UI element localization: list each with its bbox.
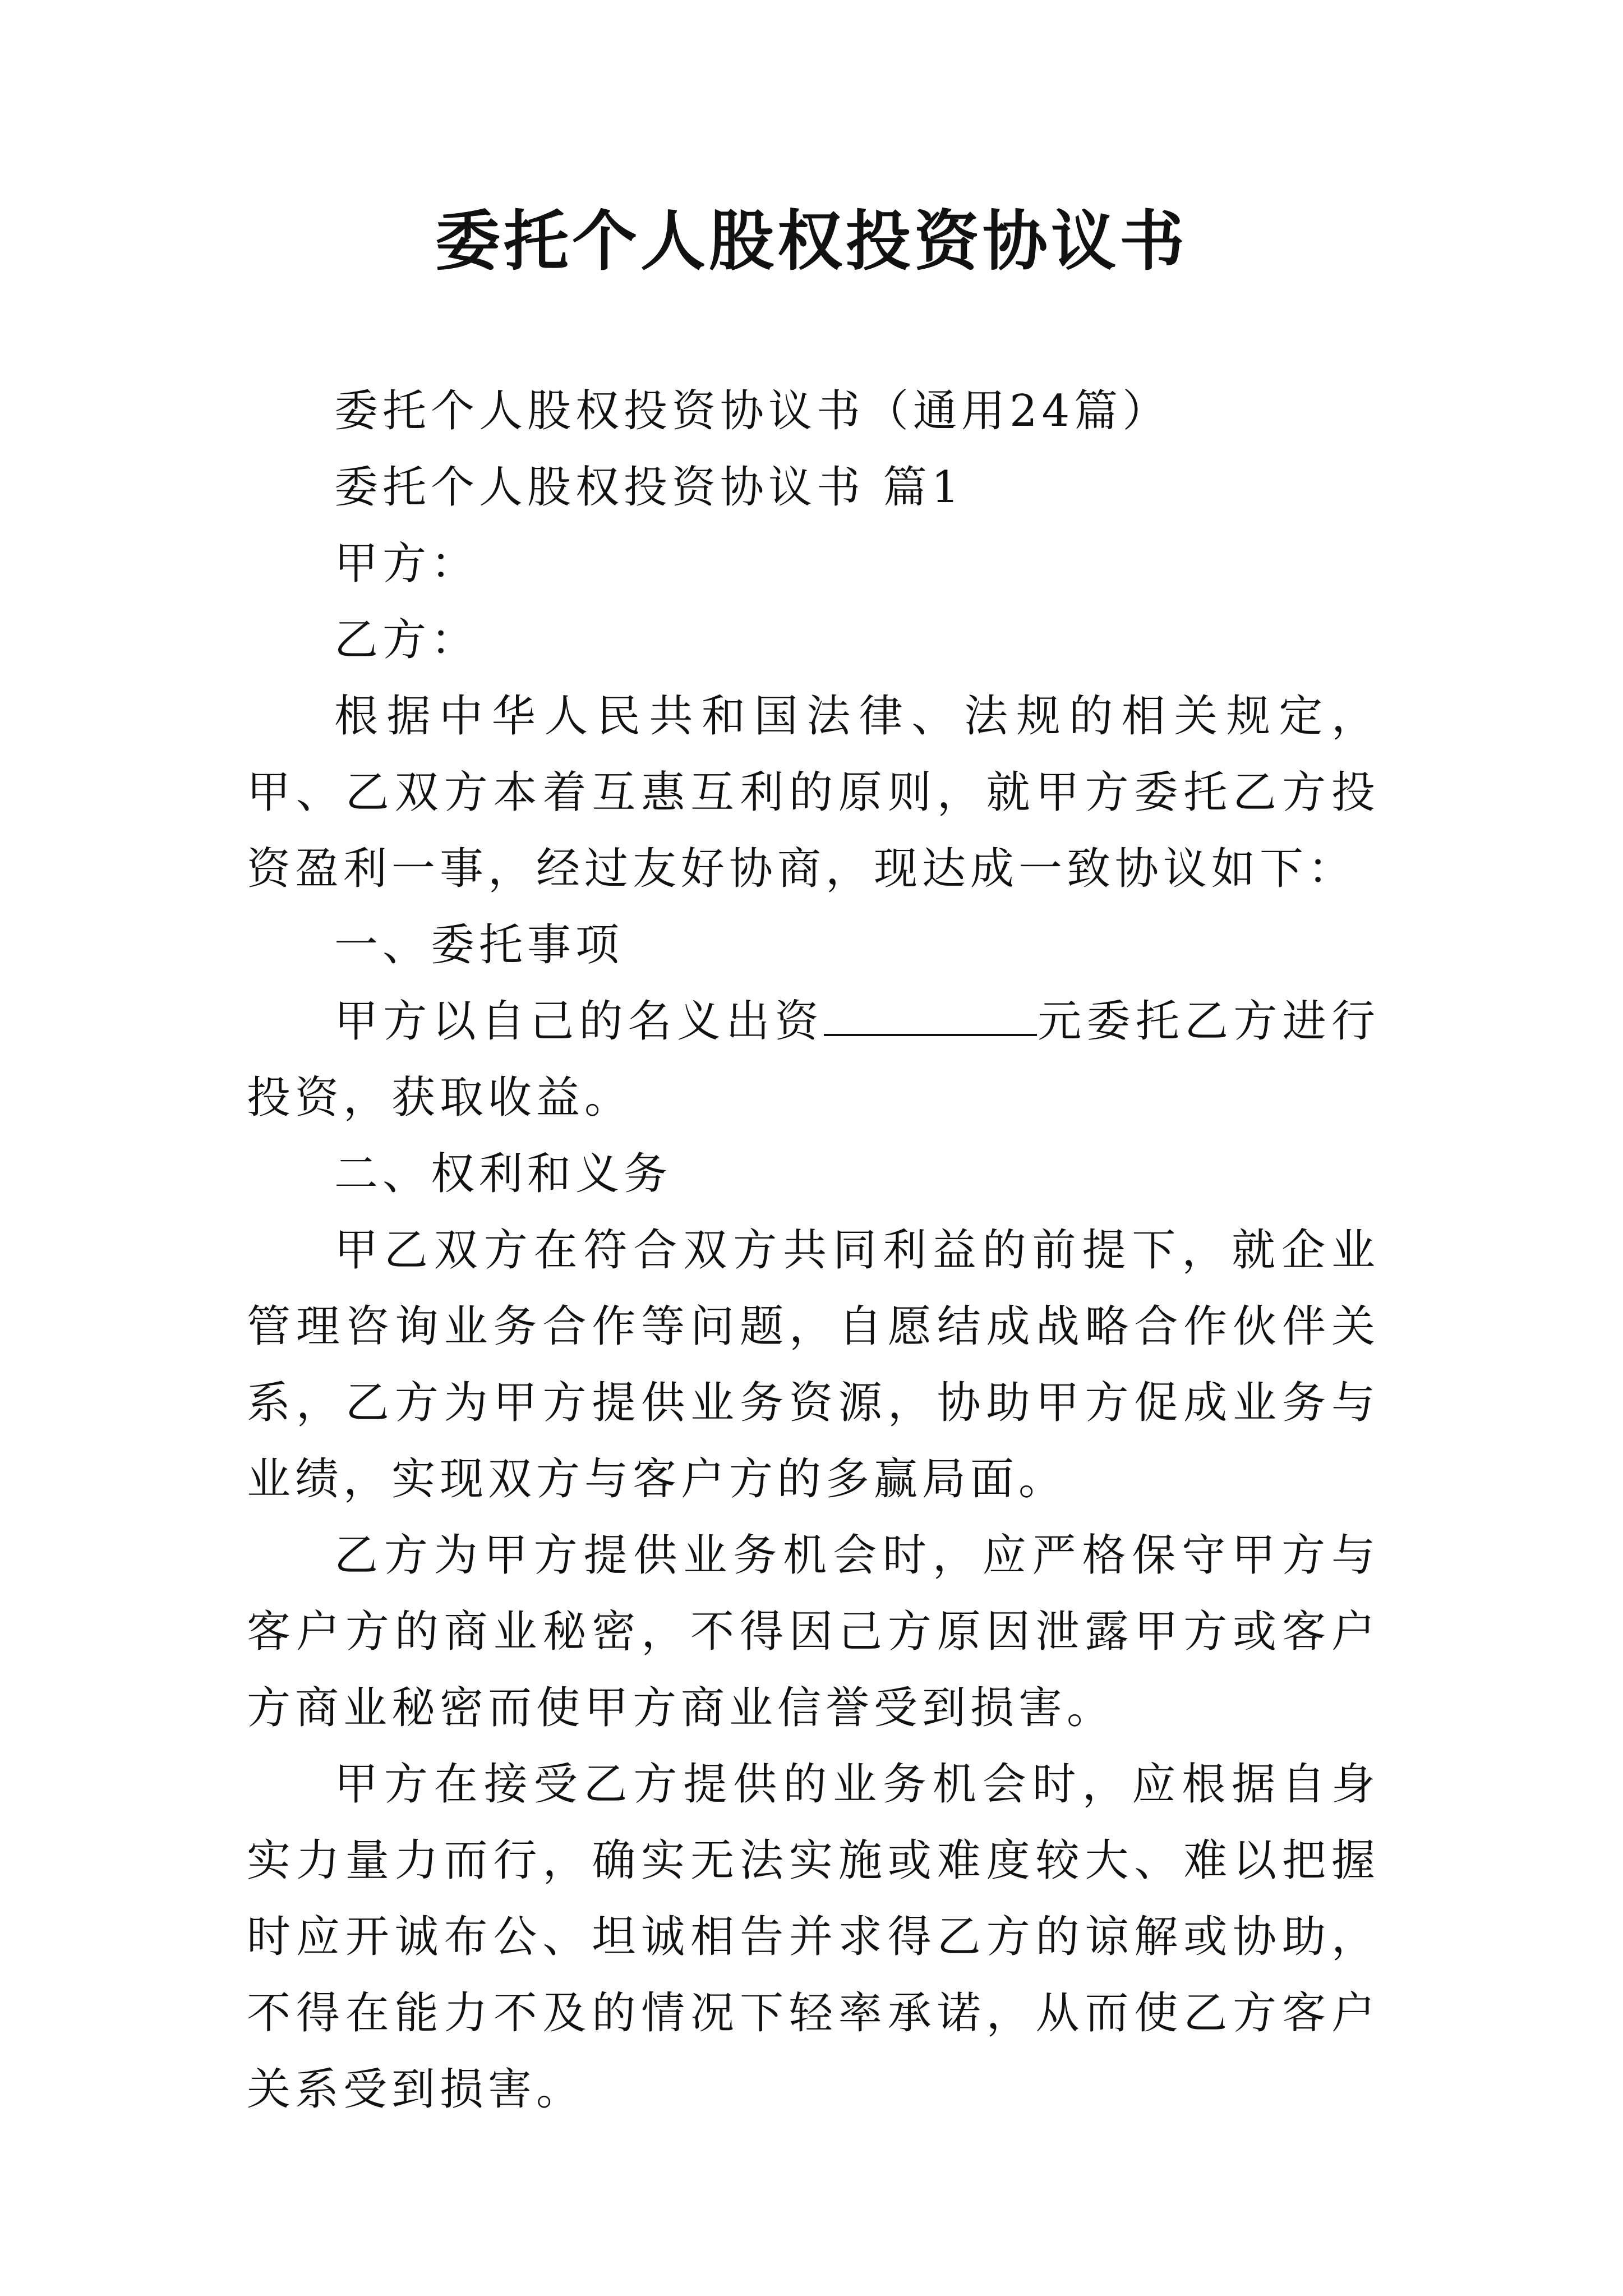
section-1-heading: 一、委托事项 xyxy=(334,920,624,970)
subtitle: 委托个人股权投资协议书（通用24篇） xyxy=(334,386,1171,436)
amount-blank-line xyxy=(824,995,1037,1036)
chapter-heading: 委托个人股权投资协议书 篇1 xyxy=(334,462,964,513)
party-a-label: 甲方： xyxy=(334,539,479,589)
section-1-paragraph xyxy=(247,983,1380,1136)
section-1-text-before: 甲方以自己的名义出资 xyxy=(334,996,824,1047)
section-1-text-after: 元委托乙方进行投资，获取收益。 xyxy=(247,996,1380,1123)
section-2-paragraph-3: 甲方在接受乙方提供的业务机会时，应根据自身实力量力而行，确实无法实施或难度较大、难以把握时应开诚布公、坦诚相告并求得乙方的谅解或协助，不得在能力不及的情况下轻率承诺，从而使乙方客户关系受到损害。 xyxy=(247,1759,1380,2115)
section-2-heading: 二、权利和义务 xyxy=(334,1149,672,1199)
section-2-paragraph-1: 甲乙双方在符合双方共同利益的前提下，就企业管理咨询业务合作等问题，自愿结成战略合作伙伴关系，乙方为甲方提供业务资源，协助甲方促成业务与业绩，实现双方与客户方的多赢局面。 xyxy=(247,1225,1380,1504)
preamble-paragraph: 根据中华人民共和国法律、法规的相关规定，甲、乙双方本着互惠互利的原则，就甲方委托乙方投资盈利一事，经过友好协商，现达成一致协议如下： xyxy=(247,691,1380,894)
section-2-paragraph-2: 乙方为甲方提供业务机会时，应严格保守甲方与客户方的商业秘密，不得因己方原因泄露甲方或客户方商业秘密而使甲方商业信誉受到损害。 xyxy=(247,1530,1380,1733)
document-body xyxy=(247,373,1380,2128)
party-b-label: 乙方： xyxy=(334,615,479,665)
document-title: 委托个人股权投资协议书 xyxy=(435,203,1188,279)
